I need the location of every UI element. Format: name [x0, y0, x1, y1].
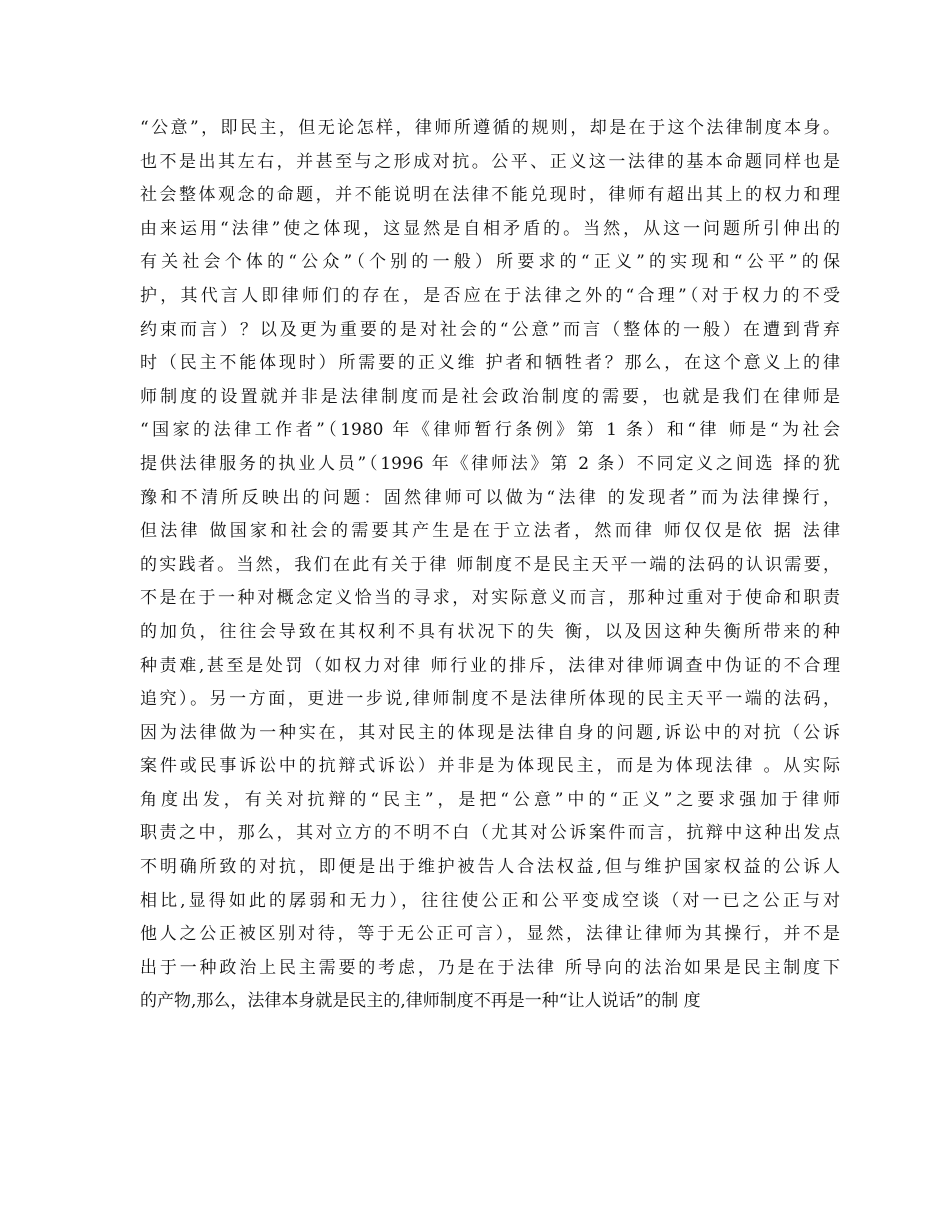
text-line: 不是在于一种对概念定义恰当的寻求，对实际意义而言，那种过重对于使命和职责 [140, 588, 840, 609]
text-line: 师制度的设置就并非是法律制度而是社会政治制度的需要，也就是我们在律师是 [140, 386, 840, 407]
text-line: 由来运用“法律”使之体现，这显然是自相矛盾的。当然，从这一问题所引伸出的 [140, 218, 840, 239]
text-line: 的实践者。当然，我们在此有关于律 师制度不是民主天平一端的法码的认识需要， [140, 554, 840, 575]
text-line: 不明确所致的对抗，即便是出于维护被告人合法权益,但与维护国家权益的公诉人 [140, 857, 840, 878]
text-line: 因为法律做为一种实在，其对民主的体现是法律自身的问题,诉讼中的对抗（公诉 [140, 722, 840, 743]
text-line: 也不是出其左右，并甚至与之形成对抗。公平、正义这一法律的基本命题同样也是 [140, 151, 840, 172]
text-line: 护，其代言人即律师们的存在，是否应在于法律之外的“合理”（对于权力的不受 [140, 285, 840, 306]
text-line: 的加负，往往会导致在其权利不具有状况下的失 衡，以及因这种失衡所带来的种 [140, 621, 840, 642]
text-line: 案件或民事诉讼中的抗辩式诉讼）并非是为体现民主，而是为体现法律 。从实际 [140, 756, 840, 777]
text-line: 种责难,甚至是处罚（如权力对律 师行业的排斥，法律对律师调查中伪证的不合理 [140, 655, 840, 676]
text-line: 相比,显得如此的孱弱和无力），往往使公正和公平变成空谈（对一已之公正与对 [140, 890, 840, 911]
text-line: 角度出发，有关对抗辩的“民主”，是把“公意”中的“正义”之要求强加于律师 [140, 789, 840, 810]
text-line: 社会整体观念的命题，并不能说明在法律不能兑现时，律师有超出其上的权力和理 [140, 185, 840, 206]
text-line: “国家的法律工作者”（1980 年《律师暂行条例》第 1 条）和“律 师是“为社会 [140, 420, 840, 441]
text-line: 他人之公正被区别对待，等于无公正可言），显然，法律让律师为其操行，并不是 [140, 924, 840, 945]
text-line: 职责之中，那么，其对立方的不明不白（尤其对公诉案件而言，抗辩中这种出发点 [140, 823, 840, 844]
text-line: 豫和不清所反映出的问题：固然律师可以做为“法律 的发现者”而为法律操行， [140, 487, 840, 508]
text-line: 的产物,那么，法律本身就是民主的,律师制度不再是一种“让人说话”的制 度 [140, 991, 701, 1012]
text-line: “公意”，即民主，但无论怎样，律师所遵循的规则，却是在于这个法律制度本身。 [140, 118, 840, 138]
text-line: 出于一种政治上民主需要的考虑，乃是在于法律 所导向的法治如果是民主制度下 [140, 957, 840, 978]
text-line: 有关社会个体的“公众”（个别的一般）所要求的“正义”的实现和“公平”的保 [140, 252, 840, 273]
text-line: 追究）。另一方面，更进一步说,律师制度不是法律所体现的民主天平一端的法码， [140, 689, 840, 710]
text-line: 约束而言）？以及更为重要的是对社会的“公意”而言（整体的一般）在遭到背弃 [140, 319, 840, 340]
text-line: 提供法律服务的执业人员”（1996 年《律师法》第 2 条）不同定义之间选 择的犹 [140, 453, 840, 474]
text-line: 时（民主不能体现时）所需要的正义维 护者和牺牲者？那么，在这个意义上的律 [140, 353, 840, 374]
text-line: 但法律 做国家和社会的需要其产生是在于立法者，然而律 师仅仅是依 据 法律 [140, 521, 840, 542]
body-text [140, 112, 840, 1019]
